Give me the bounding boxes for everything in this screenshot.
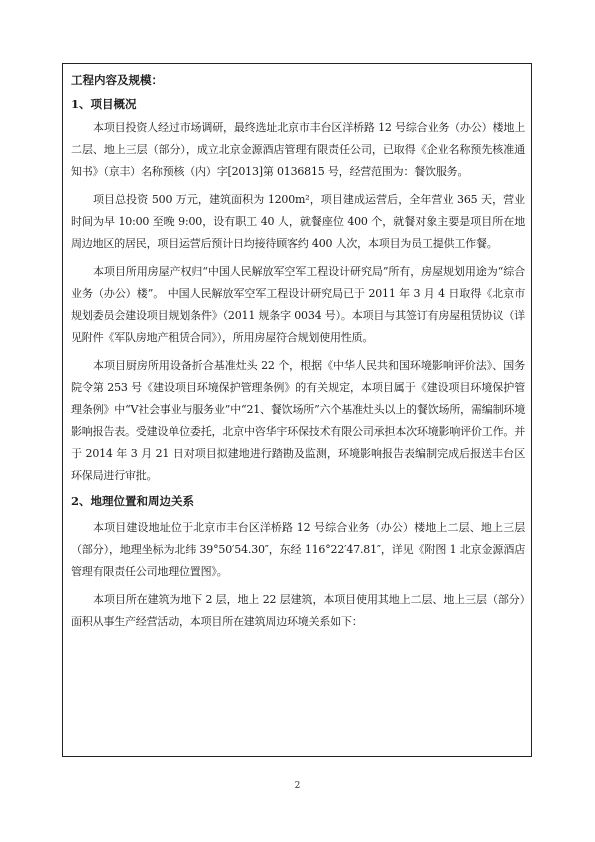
section-title: 工程内容及规模： [71, 73, 163, 87]
section-2-paragraph: 本项目建设地址位于北京市丰台区洋桥路 12 号综合业务（办公）楼地上二层、地上三层（部分），地理坐标为北纬 39°50′54.30″，东经 116°22′47.81″，详见《附图 1 北京金源酒店管理有限责任公司地理位置图》。 [71, 521, 525, 578]
section-1-paragraph: 本项目投资人经过市场调研，最终选址北京市丰台区洋桥路 12 号综合业务（办公）楼地上二层、地上三层（部分），成立北京金源酒店管理有限责任公司，已取得《企业名称预先核准通知书》（京丰）名称预核（内）字[2013]第 0136815 号，经营范围为：餐饮服务。 [71, 121, 525, 178]
section-2-paragraph: 本项目所在建筑为地下 2 层，地上 22 层建筑，本项目使用其地上二层、地上三层（部分）面积从事生产经营活动，本项目所在建筑周边环境关系如下： [71, 593, 525, 628]
document-body [71, 70, 525, 633]
section-1-paragraph: 本项目所用房屋产权归“中国人民解放军空军工程设计研究局”所有，房屋规划用途为“综合业务（办公）楼”。 中国人民解放军空军工程设计研究局已于 2011 年 3 月 4 日取得《北京市规划委员会建设项目规划条件》（2011 规条字 0034 号）。本项目与其签订有房屋租赁协议（详见附件《军队房地产租赁合同》），所用房屋符合规划使用性质。 [71, 265, 525, 344]
content-frame [62, 63, 532, 757]
section-1-title: 1、项目概况 [71, 97, 137, 111]
section-2-title: 2、地理位置和周边关系 [71, 494, 195, 508]
page-number: 2 [294, 781, 301, 791]
section-1-paragraph: 项目总投资 500 万元，建筑面积为 1200m²，项目建成运营后，全年营业 365 天，营业时间为早 10:00 至晚 9:00，设有职工 40 人，就餐座位 400 个，就餐对象主要是项目所在地周边地区的居民，项目运营后预计日均接待顾客约 400 人次，本项目为员工提供工作餐。 [71, 193, 525, 250]
section-1-paragraph: 本项目厨房所用设备折合基准灶头 22 个，根据《中华人民共和国环境影响评价法》、国务院令第 253 号《建设项目环境保护管理条例》的有关规定，本项目属于《建设项目环境保护管理条例》中“Ⅴ社会事业与服务业”中“21、餐饮场所”六个基准灶头以上的餐饮场所，需编制环境影响报告表。受建设单位委托，北京中咨华宇环保技术有限公司承担本次环境影响评价工作。并于 2014 年 3 月 21 日对项目拟建地进行踏勘及监测，环境影响报告表编制完成后报送丰台区环保局进行审批。 [71, 359, 525, 482]
